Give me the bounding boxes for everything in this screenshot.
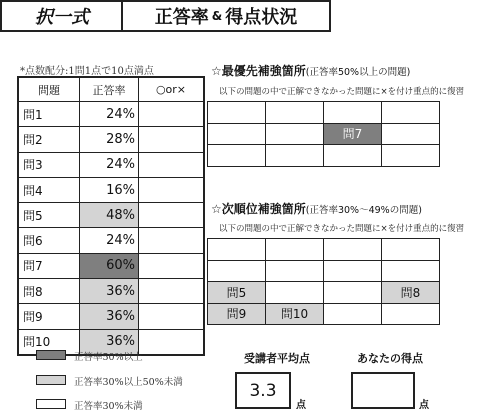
priority1-cell (324, 145, 382, 167)
priority1-cell (208, 145, 266, 167)
priority2-cell (382, 304, 440, 326)
question-cell: 問2 (18, 127, 80, 152)
priority2-cell (208, 261, 266, 283)
score-table (17, 76, 205, 356)
priority1-cell (382, 124, 440, 146)
header-mark: ○or× (139, 77, 205, 102)
priority1-title (211, 62, 410, 79)
legend-label-high: 正答率50%以上 (74, 352, 143, 363)
legend-label-low: 正答率30%未満 (74, 401, 143, 412)
mark-cell[interactable] (139, 329, 205, 355)
question-cell: 問6 (18, 228, 80, 253)
question-cell: 問7 (18, 253, 80, 278)
priority1-grid (207, 101, 440, 167)
table-row (18, 279, 204, 304)
average-score-value: 3.3 (249, 380, 277, 401)
page-title-box (121, 0, 331, 32)
table-row (18, 127, 204, 152)
priority1-cell (382, 145, 440, 167)
table-row (18, 152, 204, 177)
priority2-grid (207, 238, 440, 325)
priority2-note: 以下の問題の中で正解できなかった問題に×を付け重点的に復習 (219, 224, 465, 234)
priority2-cell (324, 304, 382, 326)
priority1-cell (382, 102, 440, 124)
average-score-label: 受講者平均点 (244, 352, 310, 365)
average-score-box (235, 372, 291, 409)
question-cell: 問1 (18, 102, 80, 127)
page-title-score: 得点状況 (225, 7, 298, 28)
average-score-unit: 点 (296, 400, 306, 411)
priority2-cell (382, 261, 440, 283)
mark-cell[interactable] (139, 304, 205, 329)
your-score-unit: 点 (419, 400, 429, 411)
priority2-cell: 問8 (382, 282, 440, 304)
priority1-cell (266, 102, 324, 124)
mark-cell[interactable] (139, 102, 205, 127)
rate-cell: 60% (80, 253, 139, 278)
rate-cell: 36% (80, 329, 139, 355)
legend-swatch-high (36, 350, 66, 360)
mark-cell[interactable] (139, 203, 205, 228)
priority1-cell: 問7 (324, 124, 382, 146)
mark-cell[interactable] (139, 127, 205, 152)
question-cell: 問3 (18, 152, 80, 177)
mark-cell[interactable] (139, 228, 205, 253)
rate-cell: 24% (80, 228, 139, 253)
priority2-cell (324, 261, 382, 283)
rate-cell: 28% (80, 127, 139, 152)
mark-cell[interactable] (139, 279, 205, 304)
rate-cell: 24% (80, 102, 139, 127)
priority1-cell (266, 145, 324, 167)
table-row (18, 304, 204, 329)
priority2-cell (208, 239, 266, 261)
priority2-cell: 問9 (208, 304, 266, 326)
rate-cell: 16% (80, 177, 139, 202)
priority2-cell (266, 282, 324, 304)
priority1-note: 以下の問題の中で正解できなかった問題に×を付け重点的に復習 (219, 87, 465, 97)
priority2-cell (324, 239, 382, 261)
priority1-cell (266, 124, 324, 146)
mark-cell[interactable] (139, 253, 205, 278)
table-header-row (18, 77, 204, 102)
table-row (18, 228, 204, 253)
legend-swatch-mid (36, 375, 66, 385)
priority1-title-text: ☆最優先補強箇所 (211, 64, 306, 78)
header-question: 問題 (18, 77, 80, 102)
page-title-rate: 正答率 (154, 7, 209, 28)
priority1-cell (208, 102, 266, 124)
priority1-subtitle: (正答率50%以上の問題) (305, 67, 411, 78)
your-score-box[interactable] (351, 372, 415, 409)
rate-cell: 36% (80, 279, 139, 304)
mark-cell[interactable] (139, 177, 205, 202)
priority2-cell: 問5 (208, 282, 266, 304)
section-title-box (0, 0, 123, 32)
question-cell: 問5 (18, 203, 80, 228)
priority2-subtitle: (正答率30%～49%の問題) (305, 205, 422, 216)
question-cell: 問10 (18, 329, 80, 355)
rate-cell: 48% (80, 203, 139, 228)
header-rate: 正答率 (80, 77, 139, 102)
legend-label-mid: 正答率30%以上50%未満 (74, 377, 183, 388)
priority2-cell (266, 261, 324, 283)
legend-swatch-low (36, 399, 66, 409)
question-cell: 問4 (18, 177, 80, 202)
section-title: 択一式 (35, 7, 89, 28)
allocation-note: *点数配分:1問1点で10点満点 (20, 66, 154, 77)
priority2-cell (266, 239, 324, 261)
priority2-title-text: ☆次順位補強箇所 (211, 202, 306, 216)
mark-cell[interactable] (139, 152, 205, 177)
table-row (18, 203, 204, 228)
page-title-amp: & (211, 9, 223, 23)
rate-cell: 24% (80, 152, 139, 177)
priority2-title (211, 200, 422, 217)
rate-cell: 36% (80, 304, 139, 329)
question-cell: 問9 (18, 304, 80, 329)
your-score-label: あなたの得点 (357, 352, 423, 365)
priority2-cell: 問10 (266, 304, 324, 326)
priority2-cell (324, 282, 382, 304)
table-row (18, 253, 204, 278)
priority2-cell (382, 239, 440, 261)
question-cell: 問8 (18, 279, 80, 304)
table-row (18, 102, 204, 127)
priority1-cell (324, 102, 382, 124)
table-row (18, 177, 204, 202)
priority1-cell (208, 124, 266, 146)
